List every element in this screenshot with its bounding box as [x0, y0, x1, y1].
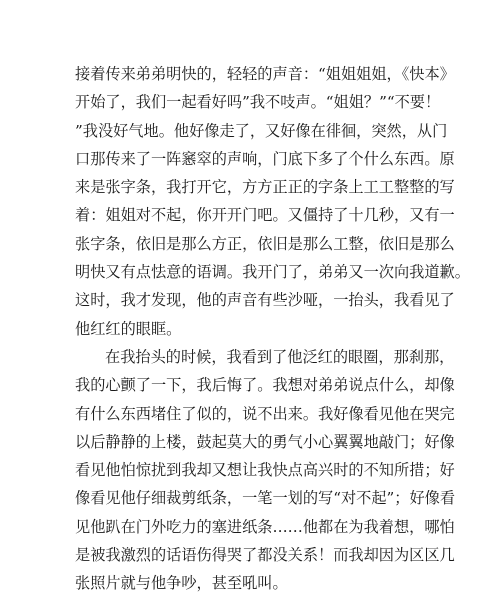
text-line: 是被我激烈的话语伤得哭了都没关系！而我却因为区区几: [75, 546, 455, 565]
text-line: 像看见他仔细裁剪纸条，一笔一划的写“对不起”；好像看: [75, 489, 456, 508]
text-line: 着：姐姐对不起，你开开门吧。又僵持了十几秒，又有一: [75, 206, 455, 225]
text-line: ”我没好气地。他好像走了，又好像在徘徊，突然，从门: [75, 121, 448, 140]
paragraph-1: [75, 60, 470, 343]
text-line: 开始了，我们一起看好吗”我不吱声。“姐姐？”“不要！: [75, 93, 441, 112]
text-line: 接着传来弟弟明快的，轻轻的声音：“姐姐姐姐，《快本》: [75, 65, 455, 83]
text-line: 来是张字条，我打开它，方方正正的字条上工工整整的写: [75, 178, 455, 197]
text-line: 以后静静的上楼，鼓起莫大的勇气小心翼翼地敲门；好像: [75, 432, 455, 451]
text-line: 张字条，依旧是那么方正，依旧是那么工整，依旧是那么: [75, 234, 455, 253]
essay-text: [75, 60, 470, 598]
text-line: 张照片就与他争吵，甚至吼叫。: [75, 574, 288, 593]
text-line: 这时，我才发现，他的声音有些沙哑，一抬头，我看见了: [75, 291, 455, 310]
text-line: 在我抬头的时候，我看到了他泛红的眼圈，那刹那，: [105, 347, 455, 366]
text-line: 口那传来了一阵窸窣的声响，门底下多了个什么东西。原: [75, 149, 455, 168]
text-line: 看见他怕惊扰到我却又想让我快点高兴时的不知所措；好: [75, 461, 455, 480]
text-line: 我的心颤了一下，我后悔了。我想对弟弟说点什么，却像: [75, 376, 455, 395]
text-line: 有什么东西堵住了似的，说不出来。我好像看见他在哭完: [75, 404, 455, 423]
text-line: 见他趴在门外吃力的塞进纸条……他都在为我着想，哪怕: [75, 517, 455, 536]
text-line: 他红红的眼眶。: [75, 319, 182, 338]
text-line: 明快又有点怯意的语调。我开门了，弟弟又一次向我道歉。: [75, 263, 470, 282]
paragraph-2: [75, 343, 456, 598]
